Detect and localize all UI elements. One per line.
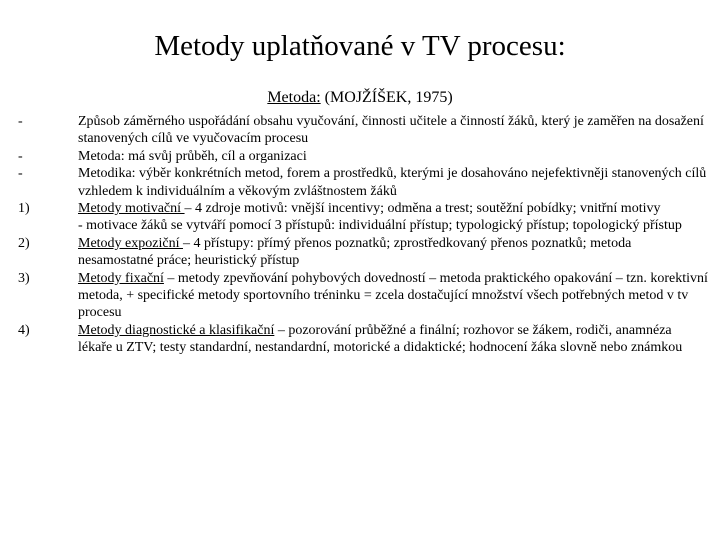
item-marker: -: [18, 166, 23, 182]
item-text: Metoda: má svůj průběh, cíl a organizaci: [78, 148, 307, 164]
subtitle-source: (MOJŽÍŠEK, 1975): [320, 89, 453, 106]
item-text: – pozorování průběžné a finální; rozhovor se žákem, rodiči, anamnéza lékaře u ZTV; testy standardní, nestandardní, motorické a didaktické; hodnocení žáka slovně nebo známkou: [78, 322, 683, 356]
list-item: [18, 235, 708, 270]
list-item: [18, 270, 708, 322]
item-label: Metody fixační: [78, 270, 164, 286]
item-text: – 4 zdroje motivů: vnější incentivy; odměna a trest; soutěžní pobídky; vnitřní motivy: [184, 201, 661, 217]
item-text: Metodika: výběr konkrétních metod, forem a prostředků, kterými je dosahováno nejefektivněji stanovených cílů vzhledem k individuálním a věkovým zvláštnostem žáků: [78, 166, 707, 199]
page-title: Metody uplatňované v TV procesu:: [154, 30, 566, 62]
list-item: [18, 165, 708, 200]
item-marker: 1): [18, 201, 30, 217]
item-marker: -: [18, 114, 23, 129]
subtitle: [0, 88, 720, 108]
item-label: Metody expoziční: [78, 235, 183, 251]
item-marker: 4): [18, 322, 30, 338]
item-body: [78, 322, 708, 357]
item-label: Metody motivační: [78, 201, 185, 217]
item-marker: 3): [18, 270, 30, 286]
item-body: [78, 270, 708, 322]
list-item: [18, 322, 708, 357]
item-text: – 4 přístupy: přímý přenos poznatků; zprostředkovaný přenos poznatků; metoda nesamostatné práce; heuristický přístup: [78, 235, 632, 269]
item-body: [78, 235, 708, 270]
item-subtext: - motivace žáků se vytváří pomocí 3 přístupů: individuální přístup; typologický přístup; topologický přístup: [78, 218, 682, 234]
item-body: [78, 200, 708, 235]
list-item: [18, 148, 708, 165]
item-label: Metody diagnostické a klasifikační: [78, 322, 275, 338]
subtitle-label: Metoda:: [267, 89, 321, 106]
item-marker: -: [18, 148, 23, 164]
item-text: – metody zpevňování pohybových dovedností – metoda praktického opakování – tzn. korektivní metoda, + specifické metody sportovního tréninku = zcela dostačující množství všech potřebných metod v tv procesu: [78, 270, 708, 321]
content-list: [18, 113, 708, 357]
item-marker: 2): [18, 235, 30, 251]
list-item: [18, 200, 708, 235]
item-text: Způsob záměrného uspořádání obsahu vyučování, činnosti učitele a činností žáků, který je zaměřen na dosažení stanovených cílů ve vyučovacím procesu: [78, 114, 704, 147]
list-item: [18, 113, 708, 148]
